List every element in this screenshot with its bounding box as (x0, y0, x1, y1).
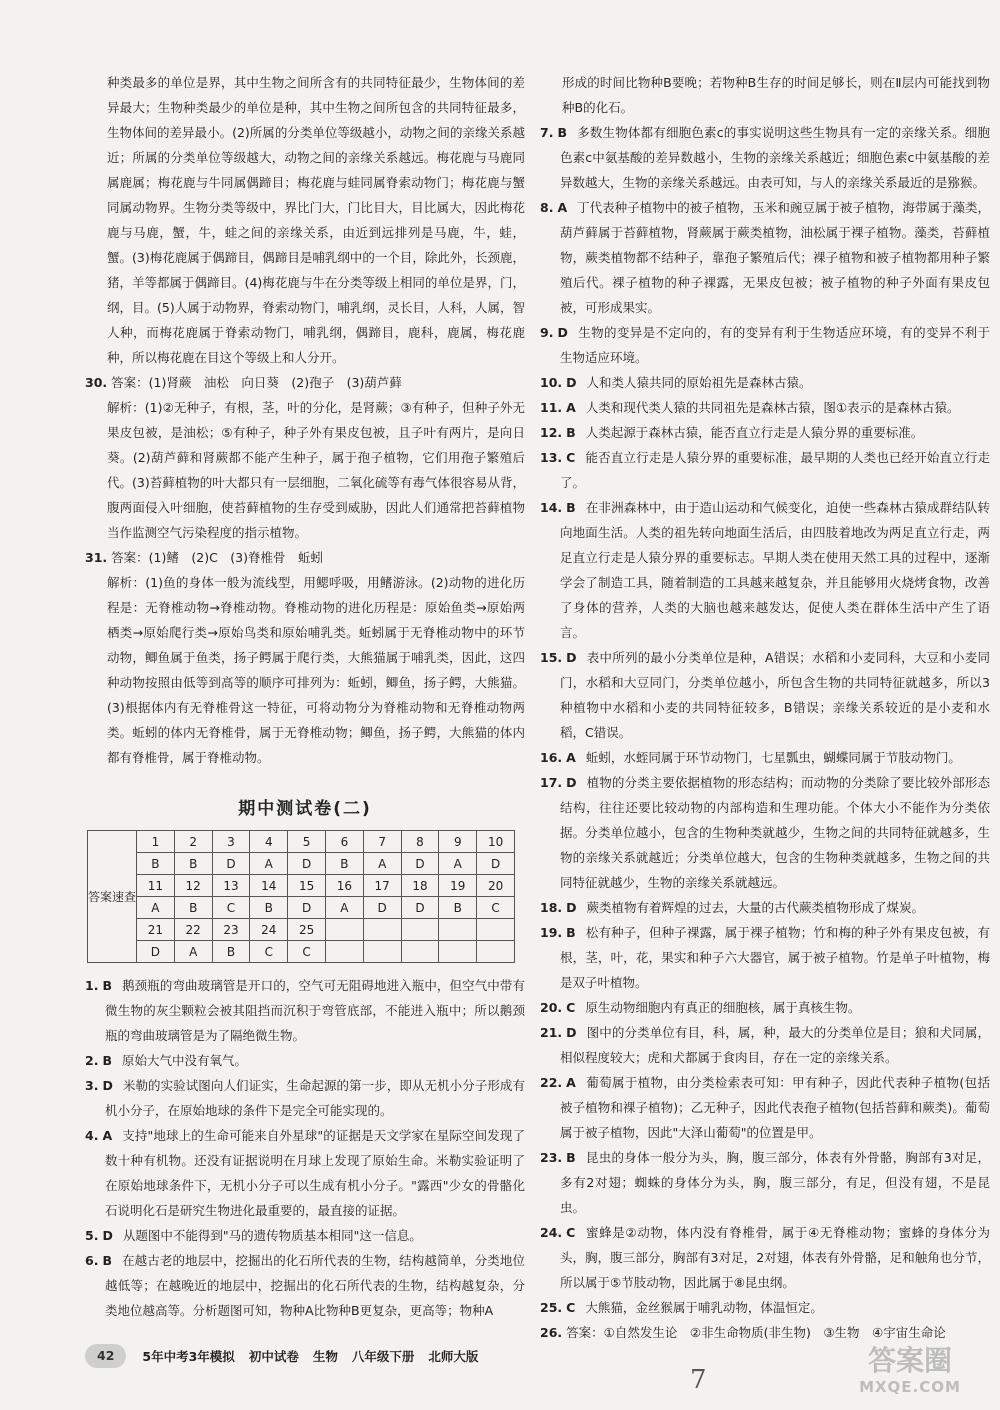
answer-table-number: 19 (439, 875, 477, 897)
answer-choice: D (566, 900, 577, 915)
explanation-text: 昆虫的身体一般分为头，胸，腹三部分，体表有外骨骼，胸部有3对足，多有2对翅；蜘蛛的身体分为头，胸，腹三部分，有足，但没有翅，不是昆虫。 (560, 1150, 990, 1215)
answer-table-number: 2 (174, 831, 212, 853)
answer-item (540, 420, 990, 445)
explanation-text: 人类和现代类人猿的共同祖先是森林古猿，图①表示的是森林古猿。 (585, 400, 960, 415)
answer-choice: B (102, 978, 112, 993)
explanation-text: 原始大气中没有氧气。 (121, 1053, 247, 1068)
answer-choice: D (566, 1025, 577, 1040)
answer-item (85, 1123, 525, 1223)
answer-item (540, 920, 990, 995)
explanation-text: 生物的变异是不定向的，有的变异有利于生物适应环境，有的变异不利于生物适应环境。 (560, 325, 990, 365)
answer-choice: A (102, 1128, 113, 1143)
explanation-text: 表中所列的最小分类单位是种，A错误；水稻和小麦同科，大豆和小麦同门，水稻和大豆同门，分类单位越小，所包含生物的共同特征就越多，所以3种植物中水稻和小麦的共同特征较多，B错误；亲缘关系较近的是小麦和水稻，C错误。 (560, 650, 990, 740)
answer-choice: D (102, 1078, 113, 1093)
answer-table-choice (325, 941, 363, 963)
question-number: 2. (85, 1053, 99, 1068)
question-number: 26. (540, 1325, 563, 1340)
answer-table-number: 22 (174, 919, 212, 941)
question-number: 17. (540, 775, 563, 790)
volume-type: 初中试卷 (248, 1348, 299, 1364)
question-number: 3. (85, 1078, 99, 1093)
answer-table-number: 3 (212, 831, 250, 853)
question-number: 14. (540, 500, 563, 515)
answer-choice: C (566, 1000, 576, 1015)
answer-table-number (477, 919, 515, 941)
answer-table-number (363, 919, 401, 941)
answer-item (540, 70, 990, 120)
answer-table-row (88, 875, 515, 897)
answer-item (540, 195, 990, 320)
answer-table-choice: B (439, 897, 477, 919)
answer-table-choice: B (212, 941, 250, 963)
answer-choice: D (566, 650, 577, 665)
answer-choice: C (566, 1300, 576, 1315)
answer-table-number: 18 (401, 875, 439, 897)
answer-table-number: 24 (250, 919, 288, 941)
question-number: 19. (540, 925, 563, 940)
answer-table-number: 17 (363, 875, 401, 897)
answer-table-number (325, 919, 363, 941)
answer-item (540, 370, 990, 395)
answer-choice: D (102, 1228, 113, 1243)
answer-table-number: 11 (137, 875, 175, 897)
answer-table-choice: A (137, 897, 175, 919)
answer-table-number: 8 (401, 831, 439, 853)
answer-item (540, 770, 990, 895)
left-answer-list (85, 973, 525, 1323)
answer-table-choice: A (250, 853, 288, 875)
answer-item (85, 1248, 525, 1323)
question-31-answer: 31. 答案：(1)鳍 (2)C (3)脊椎骨 蚯蚓 (85, 550, 324, 565)
question-number: 16. (540, 750, 563, 765)
answer-table-choice: C (477, 897, 515, 919)
explanation-text: 答案：①自然发生论 ②非生命物质(非生物) ③生物 ④宇宙生命论 (566, 1325, 946, 1340)
explanation-text: 蜜蜂是②动物，体内没有脊椎骨，属于④无脊椎动物；蜜蜂的身体分为头，胸，腹三部分，胸部有3对足，2对翅，体表有外骨骼，足和触角也分节，所以属于⑤节肢动物，因此属于⑧昆虫纲。 (560, 1225, 990, 1290)
question-number: 1. (85, 978, 99, 993)
explanation-text: 植物的分类主要依据植物的形态结构；而动物的分类除了要比较外部形态结构，往往还要比较动物的内部构造和生理功能。个体大小不能作为分类依据。分类单位越小，包含的生物种类就越少，生物之间的共同特征就越多，生物的亲缘关系就越近；分类单位越大，包含的生物种类就越多，生物之间的共同特征就越少，生物的亲缘关系就越远。 (560, 775, 990, 890)
answer-choice: B (566, 500, 576, 515)
answer-item (540, 120, 990, 195)
answer-choice: D (566, 775, 577, 790)
page-number: 42 (85, 1344, 126, 1368)
answer-quick-check-table (87, 830, 515, 963)
answer-table-row (88, 919, 515, 941)
answer-item (540, 745, 990, 770)
answer-item (540, 1070, 990, 1145)
left-column (85, 70, 525, 1323)
answer-table-row (88, 941, 515, 963)
answer-choice: D (566, 375, 577, 390)
answer-table-number (401, 919, 439, 941)
answer-table-number: 23 (212, 919, 250, 941)
question-number: 24. (540, 1225, 563, 1240)
question-31-analysis: 解析：(1)鱼的身体一般为流线型，用鳃呼吸，用鳍游泳。(2)动物的进化历程是：无脊椎动物→脊椎动物。脊椎动物的进化历程是：原始鱼类→原始两栖类→原始爬行类→原始鸟类和原始哺乳类。蚯蚓属于无脊椎动物中的环节动物，鲫鱼属于鱼类，扬子鳄属于爬行类，大熊猫属于哺乳类，因此，这四种动物按照由低等到高等的顺序可排列为：蚯蚓，鲫鱼，扬子鳄，大熊猫。(3)根据体内有无脊椎骨这一特征，可将动物分为脊椎动物和无脊椎动物两类。蚯蚓的体内无脊椎骨，属于无脊椎动物；鲫鱼，扬子鳄，大熊猫的体内都有脊椎骨，属于脊椎动物。 (107, 575, 525, 765)
continued-analysis: 种类最多的单位是界，其中生物之间所含有的共同特征最少，生物体间的差异最大；生物种类最少的单位是种，其中生物之间所包含的共同特征最多，生物体间的差异最小。(2)所属的分类单位等级越小，动物之间的亲缘关系越近；所属的分类单位等级越大，动物之间的亲缘关系越远。梅花鹿与马鹿同属鹿属；梅花鹿与牛同属偶蹄目；梅花鹿与蛙同属脊索动物门；梅花鹿与蟹同属动物界。生物分类等级中，界比门大，门比目大，目比属大，因此梅花鹿与马鹿，蟹，牛，蛙之间的亲缘关系，由近到远排列是马鹿，牛，蛙，蟹。(3)梅花鹿属于偶蹄目，偶蹄目是哺乳纲中的一个目，除此外，长颈鹿，猪，羊等都属于偶蹄目。(4)梅花鹿与牛在分类等级上相同的单位是界，门，纲，目。(5)人属于动物界，脊索动物门，哺乳纲，灵长目，人科，人属，智人种，而梅花鹿属于脊索动物门，哺乳纲，偶蹄目，鹿科，鹿属，梅花鹿种，所以梅花鹿在目这个等级上和人分开。 (107, 75, 525, 365)
answer-table-row (88, 897, 515, 919)
explanation-text: 丁代表种子植物中的被子植物，玉米和豌豆属于被子植物，海带属于藻类，葫芦藓属于苔藓植物，肾蕨属于蕨类植物，油松属于裸子植物。藻类，苔藓植物，蕨类植物都不结种子，靠孢子繁殖后代；裸子植物和被子植物都用种子繁殖后代。裸子植物的种子裸露，无果皮包被；被子植物的种子外面有果皮包被，可形成果实。 (560, 200, 990, 315)
answer-table-number: 20 (477, 875, 515, 897)
answer-item (85, 1048, 525, 1073)
edition: 北师大版 (428, 1348, 479, 1364)
answer-table-choice: D (288, 853, 326, 875)
answer-item (540, 645, 990, 745)
question-30-answer: 30. 答案：(1)肾蕨 油松 向日葵 (2)孢子 (3)葫芦藓 (85, 375, 402, 390)
answer-table-row (88, 831, 515, 853)
answer-table-choice (363, 941, 401, 963)
question-number: 12. (540, 425, 563, 440)
explanation-text: 松有种子，但种子裸露，属于裸子植物；竹和梅的种子外有果皮包被，有根，茎，叶，花，果实和种子六大器官，属于被子植物。竹是单子叶植物，梅是双子叶植物。 (560, 925, 990, 990)
explanation-text: 米勒的实验试图向人们证实，生命起源的第一步，即从无机小分子形成有机小分子，在原始地球的条件下是完全可能实现的。 (105, 1078, 525, 1118)
answer-item (540, 1145, 990, 1220)
explanation-text: 图中的分类单位有目，科，属，种，最大的分类单位是目；狼和犬同属，相似程度较大；虎和犬都属于食肉目，存在一定的亲缘关系。 (560, 1025, 990, 1065)
answer-table-number (439, 919, 477, 941)
explanation-text: 能否直立行走是人猿分界的重要标准，最早期的人类也已经开始直立行走了。 (560, 450, 990, 490)
question-number: 22. (540, 1075, 563, 1090)
answer-item (540, 320, 990, 370)
answer-table-choice: B (325, 853, 363, 875)
answer-table-number: 15 (288, 875, 326, 897)
question-number: 6. (85, 1253, 99, 1268)
question-number: 18. (540, 900, 563, 915)
explanation-text: 大熊猫，金丝猴属于哺乳动物，体温恒定。 (585, 1300, 823, 1315)
explanation-text: 葡萄属于植物，由分类检索表可知：甲有种子，因此代表种子植物(包括被子植物和裸子植物)；乙无种子，因此代表孢子植物(包括苔藓和蕨类)。葡萄属于被子植物，因此"大泽山葡萄"的位置是甲。 (560, 1075, 990, 1140)
answer-table-choice: D (401, 897, 439, 919)
answer-choice: B (566, 1150, 576, 1165)
grade: 八年级下册 (351, 1348, 415, 1364)
answer-table-label: 答案速查 (88, 831, 137, 963)
answer-table-number: 5 (288, 831, 326, 853)
answer-item (540, 445, 990, 495)
explanation-text: 多数生物体都有细胞色素c的事实说明这些生物具有一定的亲缘关系。细胞色素c中氨基酸的差异数越小，生物的亲缘关系越近；细胞色素c中氨基酸的差异数越大，生物的亲缘关系越远。由表可知，与人的亲缘关系最近的是猕猴。 (560, 125, 990, 190)
answer-table-choice: A (439, 853, 477, 875)
explanation-text: 人类起源于森林古猿，能否直立行走是人猿分界的重要标准。 (585, 425, 924, 440)
right-column (540, 70, 990, 1345)
question-number: 20. (540, 1000, 563, 1015)
watermark-logo: 答案圈 MXQE.COM (859, 1344, 961, 1396)
answer-table-choice: B (137, 853, 175, 875)
question-number: 21. (540, 1025, 563, 1040)
question-number: 23. (540, 1150, 563, 1165)
answer-choice: C (566, 450, 576, 465)
answer-item (540, 895, 990, 920)
answer-table-choice: D (288, 897, 326, 919)
question-number: 13. (540, 450, 563, 465)
answer-choice: A (566, 750, 576, 765)
answer-item (85, 1223, 525, 1248)
question-number: 8. (540, 200, 554, 215)
answer-choice: A (566, 400, 576, 415)
series-title: 5年中考3年模拟 (142, 1348, 235, 1364)
explanation-text: 人和类人猿共同的原始祖先是森林古猿。 (586, 375, 812, 390)
answer-table-choice: C (250, 941, 288, 963)
answer-table-choice: C (212, 897, 250, 919)
answer-item (540, 395, 990, 420)
answer-choice: B (566, 925, 576, 940)
answer-table-choice: A (363, 853, 401, 875)
handwritten-mark: 7 (690, 1365, 707, 1395)
answer-table-number: 9 (439, 831, 477, 853)
answer-table-choice: A (174, 941, 212, 963)
answer-table-choice (477, 941, 515, 963)
answer-table-choice: D (401, 853, 439, 875)
answer-table-number: 13 (212, 875, 250, 897)
explanation-text: 在非洲森林中，由于造山运动和气候变化，迫使一些森林古猿成群结队转向地面生活。人类的祖先转向地面生活后，由四肢着地改为两足直立行走，两足直立行走是人猿分界的重要标志。早期人类在使用天然工具的过程中，逐渐学会了制造工具，随着制造的工具越来越复杂，并且能够用火烧烤食物，改善了身体的营养，人类的大脑也越来越发达，促使人类在群体生活中产生了语言。 (560, 500, 990, 640)
question-30-analysis: 解析：(1)②无种子，有根，茎，叶的分化，是肾蕨；③有种子，但种子外无果皮包被，是油松；⑤有种子，种子外有果皮包被，且子叶有两片，是向日葵。(2)葫芦藓和肾蕨都不能产生种子，属于孢子植物，它们用孢子繁殖后代。(3)苔藓植物的叶大都只有一层细胞，二氧化硫等有毒气体很容易从背，腹两面侵入叶细胞，使苔藓植物的生存受到威胁，因此人们通常把苔藓植物当作监测空气污染程度的指示植物。 (107, 400, 525, 540)
answer-choice: C (566, 1225, 576, 1240)
question-number: 11. (540, 400, 563, 415)
explanation-text: 蕨类植物有着辉煌的过去，大量的古代蕨类植物形成了煤炭。 (586, 900, 925, 915)
answer-table-choice: B (174, 853, 212, 875)
answer-choice: B (102, 1053, 112, 1068)
question-number: 15. (540, 650, 563, 665)
answer-table-choice (401, 941, 439, 963)
answer-choice: A (557, 200, 568, 215)
explanation-text: 在越古老的地层中，挖掘出的化石所代表的生物，结构越简单，分类地位越低等；在越晚近的地层中，挖掘出的化石所代表的生物，结构越复杂，分类地位越高等。分析题图可知，物种A比物种B更复杂，更高等；物种A (105, 1253, 525, 1318)
answer-choice: B (102, 1253, 112, 1268)
answer-table-choice: D (137, 941, 175, 963)
answer-item (540, 1020, 990, 1070)
answer-table-choice: B (250, 897, 288, 919)
explanation-text: 形成的时间比物种B要晚；若物种B生存的时间足够长，则在Ⅱ层内可能找到物种B的化石。 (562, 75, 990, 115)
answer-table-number: 1 (137, 831, 175, 853)
answer-table-number: 7 (363, 831, 401, 853)
answer-choice: B (557, 125, 567, 140)
answer-item (540, 495, 990, 645)
question-number: 9. (540, 325, 554, 340)
answer-table-choice: B (174, 897, 212, 919)
explanation-text: 从题图中不能得到"马的遗传物质基本相同"这一信息。 (122, 1228, 422, 1243)
answer-table-number: 10 (477, 831, 515, 853)
explanation-text: 鹅颈瓶的弯曲玻璃管是开口的，空气可无阻碍地进入瓶中，但空气中带有微生物的灰尘颗粒会被其阻挡而沉积于弯管底部，不能进入瓶中；所以鹅颈瓶的弯曲玻璃管是为了隔绝微生物。 (105, 978, 525, 1043)
question-number: 7. (540, 125, 554, 140)
question-number: 5. (85, 1228, 99, 1243)
answer-item (85, 1073, 525, 1123)
answer-table-row (88, 853, 515, 875)
question-number: 25. (540, 1300, 563, 1315)
answer-item (540, 1220, 990, 1295)
answer-table-choice (439, 941, 477, 963)
answer-table-choice: D (363, 897, 401, 919)
page-footer (85, 1341, 725, 1371)
answer-table-number: 25 (288, 919, 326, 941)
question-number: 4. (85, 1128, 99, 1143)
explanation-text: 蚯蚓，水蛭同属于环节动物门，七星瓢虫，蝴蝶同属于节肢动物门。 (585, 750, 961, 765)
explanation-text: 原生动物细胞内有真正的细胞核，属于真核生物。 (585, 1000, 861, 1015)
question-number: 10. (540, 375, 563, 390)
answer-table-choice: C (288, 941, 326, 963)
answer-item (85, 973, 525, 1048)
explanation-text: 支持"地球上的生命可能来自外星球"的证据是天文学家在星际空间发现了数十种有机物。还没有证据说明在月球上发现了原始生命。米勒实验证明了在原始地球条件下，无机小分子可以生成有机小分子。"露西"少女的骨骼化石说明化石是研究生物进化最重要的，最直接的证据。 (105, 1128, 525, 1218)
answer-table-choice: D (477, 853, 515, 875)
section-title: 期中测试卷(二) (238, 799, 372, 819)
answer-table-choice: A (325, 897, 363, 919)
answer-choice: D (557, 325, 568, 340)
answer-choice: A (566, 1075, 576, 1090)
answer-table-number: 6 (325, 831, 363, 853)
answer-table-number: 12 (174, 875, 212, 897)
answer-item (540, 1295, 990, 1320)
answer-choice: B (566, 425, 576, 440)
answer-table-number: 4 (250, 831, 288, 853)
right-answer-list (540, 70, 990, 1345)
answer-item (540, 995, 990, 1020)
answer-table-choice: D (212, 853, 250, 875)
answer-table-number: 16 (325, 875, 363, 897)
answer-table-number: 14 (250, 875, 288, 897)
answer-table-number: 21 (137, 919, 175, 941)
subject: 生物 (312, 1348, 338, 1364)
